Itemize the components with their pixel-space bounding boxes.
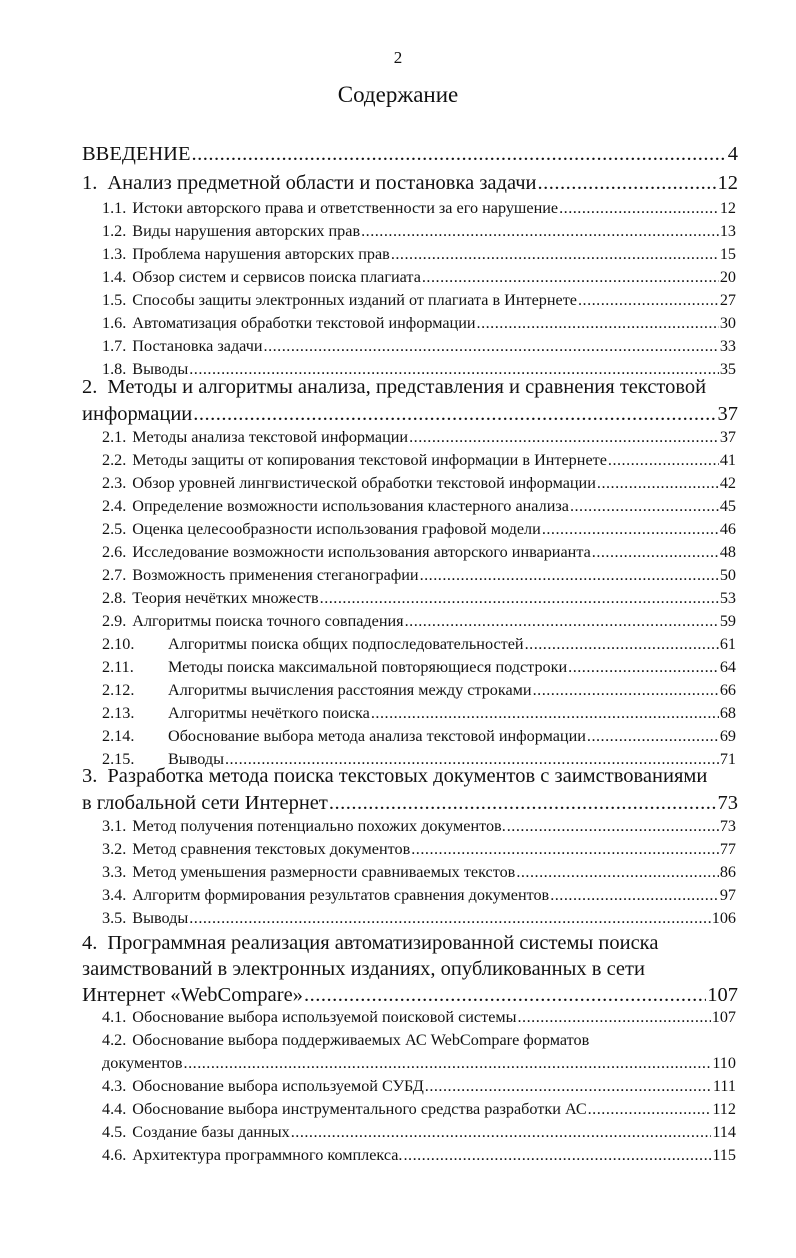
toc-page-number: 71 <box>719 750 736 768</box>
dot-leader <box>361 222 719 241</box>
toc-item <box>102 704 736 723</box>
toc-page-number: 12 <box>717 172 738 194</box>
toc-item-number: 3.4. <box>102 886 127 904</box>
toc-item <box>102 451 736 470</box>
toc-item-number: 3.5. <box>102 909 127 927</box>
toc-item-title: Алгоритмы поиска точного совпадения <box>132 612 404 630</box>
dot-leader <box>405 612 719 631</box>
toc-item-number: 2.15. <box>102 750 135 768</box>
toc-item <box>102 222 736 241</box>
toc-item-number: 2.5. <box>102 520 127 538</box>
toc-item-title: Обоснование выбора используемой поисковой системы <box>132 1008 517 1026</box>
toc-item <box>102 863 736 882</box>
toc-item-number: 4.1. <box>102 1008 127 1026</box>
toc-item <box>102 337 736 356</box>
toc-item-title: Обоснование выбора используемой СУБД <box>132 1077 424 1095</box>
toc-item-title: Обоснование выбора поддерживаемых АС WebCompare форматов <box>132 1031 590 1049</box>
toc-item-number: 3.3. <box>102 863 127 881</box>
toc-page-number: 77 <box>719 840 736 858</box>
toc-item-number: 2.2. <box>102 451 127 469</box>
dot-leader <box>411 840 719 859</box>
toc-item <box>102 1008 736 1027</box>
toc-page-number: 12 <box>719 199 736 217</box>
toc-item-number: 2.8. <box>102 589 127 607</box>
toc-item-number: 2.14. <box>102 727 135 745</box>
dot-leader <box>559 199 719 218</box>
toc-item-title: Постановка задачи <box>132 337 263 355</box>
dot-leader <box>516 863 718 882</box>
toc-chapter-title: Разработка метода поиска текстовых документов с заимствованиями <box>107 765 708 787</box>
dot-leader <box>578 291 719 310</box>
toc-item-number: 4.3. <box>102 1077 127 1095</box>
toc-item <box>102 612 736 631</box>
toc-chapter-4-line1 <box>82 932 738 955</box>
toc-item-title: Создание базы данных <box>132 1123 290 1141</box>
toc-page-number: 35 <box>719 360 736 378</box>
toc-item-title: Возможность применения стеганографии <box>132 566 419 584</box>
toc-item-title: Обоснование выбора инструментального средства разработки АС <box>132 1100 587 1118</box>
toc-page-number: 50 <box>719 566 736 584</box>
toc-item <box>102 268 736 287</box>
toc-item <box>102 245 736 264</box>
toc-item-title: Методы поиска максимальной повторяющиеся подстроки <box>168 658 568 676</box>
toc-item-title: Автоматизация обработки текстовой информации <box>132 314 476 332</box>
toc-item-number: 2.3. <box>102 474 127 492</box>
dot-leader <box>371 704 719 723</box>
toc-item <box>102 886 736 905</box>
dot-leader <box>391 245 719 264</box>
toc-page-number: 64 <box>719 658 736 676</box>
toc-chapter-title-cont: Интернет «WebCompare» <box>82 984 303 1006</box>
toc-item-title: Выводы <box>168 750 224 768</box>
toc-item-number: 4.2. <box>102 1031 127 1049</box>
toc-chapter-3-line1 <box>82 765 738 788</box>
toc-item <box>102 589 736 608</box>
toc-item-title: Методы анализа текстовой информации <box>132 428 409 446</box>
dot-leader <box>538 172 717 195</box>
toc-chapter-number: 3. <box>82 765 98 787</box>
toc-item <box>102 727 736 746</box>
toc-item-title-cont: документов <box>102 1054 183 1072</box>
toc-item <box>102 1123 736 1142</box>
toc-item-number: 2.13. <box>102 704 135 722</box>
toc-item <box>102 681 736 700</box>
toc-item-title: Алгоритмы вычисления расстояния между строками <box>168 681 532 699</box>
toc-item-number: 4.6. <box>102 1146 127 1164</box>
dot-leader <box>568 658 719 677</box>
toc-chapter-1 <box>82 172 738 195</box>
toc-item-number: 3.2. <box>102 840 127 858</box>
dot-leader <box>304 984 706 1007</box>
toc-chapter-2-line1 <box>82 376 738 399</box>
toc-item-title: Оценка целесообразности использования графовой модели <box>132 520 541 538</box>
toc-item-title: Метод получения потенциально похожих документов. <box>132 817 506 835</box>
toc-item-number: 2.9. <box>102 612 127 630</box>
toc-page-number: 4 <box>727 143 738 165</box>
toc-item-title: Алгоритмы нечёткого поиска <box>168 704 370 722</box>
toc-page-number: 41 <box>719 451 736 469</box>
toc-item-title: Теория нечётких множеств <box>132 589 319 607</box>
toc-item-title: Архитектура программного комплекса. <box>132 1146 403 1164</box>
toc-chapter-number: 4. <box>82 932 98 954</box>
toc-item-number: 2.7. <box>102 566 127 584</box>
toc-page-number: 97 <box>719 886 736 904</box>
toc-item-number: 1.2. <box>102 222 127 240</box>
toc-item <box>102 497 736 516</box>
toc-page-number: 106 <box>711 909 736 927</box>
dot-leader <box>409 428 719 447</box>
toc-item-number: 4.5. <box>102 1123 127 1141</box>
toc-chapter-3-line2 <box>82 792 738 815</box>
toc-entry-intro <box>82 143 738 166</box>
dot-leader <box>608 451 719 470</box>
toc-item-title: Истоки авторского права и ответственности за его нарушение <box>132 199 559 217</box>
toc-item-number: 2.11. <box>102 658 134 676</box>
dot-leader <box>193 403 716 426</box>
toc-page-number: 115 <box>712 1146 736 1164</box>
toc-page-number: 73 <box>717 792 738 814</box>
toc-page-number: 69 <box>719 727 736 745</box>
page-title: Содержание <box>337 82 459 107</box>
toc-chapter-title: Программная реализация автоматизированной системы поиска <box>107 932 659 954</box>
dot-leader <box>291 1123 712 1142</box>
toc-item-title: Определение возможности использования кластерного анализа <box>132 497 569 515</box>
toc-page-number: 48 <box>719 543 736 561</box>
toc-page-number: 20 <box>719 268 736 286</box>
toc-item-number: 2.6. <box>102 543 127 561</box>
toc-item-number: 1.6. <box>102 314 127 332</box>
toc-item-number: 1.8. <box>102 360 127 378</box>
toc-item-title: Методы защиты от копирования текстовой информации в Интернете <box>132 451 607 469</box>
dot-leader <box>320 589 719 608</box>
toc-item <box>102 1077 736 1096</box>
toc-item-title: Способы защиты электронных изданий от плагиата в Интернете <box>132 291 577 309</box>
toc-item-number: 1.7. <box>102 337 127 355</box>
dot-leader <box>189 909 710 928</box>
dot-leader <box>422 268 719 287</box>
toc-chapter-2-line2 <box>82 403 738 426</box>
toc-item-number: 1.1. <box>102 199 127 217</box>
toc-item <box>102 474 736 493</box>
toc-entry-title: ВВЕДЕНИЕ <box>82 143 191 165</box>
dot-leader <box>588 1100 712 1119</box>
toc-page-number: 46 <box>719 520 736 538</box>
page-number: 2 <box>393 48 403 67</box>
dot-leader <box>403 1146 711 1165</box>
toc-item-wrapped <box>102 1031 736 1050</box>
toc-chapter-title-cont: информации <box>82 403 193 425</box>
dot-leader <box>264 337 719 356</box>
toc-item <box>102 909 736 928</box>
dot-leader <box>587 727 719 746</box>
toc-item-title: Алгоритм формирования результатов сравнения документов <box>132 886 550 904</box>
toc-page-number: 42 <box>719 474 736 492</box>
toc-item-title: Алгоритмы поиска общих подпоследовательностей <box>168 635 524 653</box>
toc-item-title: Выводы <box>132 360 189 378</box>
toc-page-number: 114 <box>712 1123 736 1141</box>
toc-item <box>102 199 736 218</box>
toc-item-title: Обоснование выбора метода анализа текстовой информации <box>168 727 586 745</box>
toc-chapter-title: Анализ предметной области и постановка задачи <box>107 172 537 194</box>
dot-leader <box>425 1077 712 1096</box>
toc-item-number: 4.4. <box>102 1100 127 1118</box>
toc-item-number: 2.10. <box>102 635 135 653</box>
dot-leader <box>477 314 719 333</box>
dot-leader <box>525 635 719 654</box>
dot-leader <box>570 497 719 516</box>
toc-page-number: 30 <box>719 314 736 332</box>
toc-chapter-number: 2. <box>82 376 98 398</box>
dot-leader <box>192 143 727 166</box>
toc-item-title: Обзор систем и сервисов поиска плагиата <box>132 268 421 286</box>
toc-item <box>102 314 736 333</box>
toc-page-number: 45 <box>719 497 736 515</box>
toc-item <box>102 543 736 562</box>
dot-leader <box>597 474 719 493</box>
toc-page-number: 107 <box>707 984 738 1006</box>
toc-chapter-title: Методы и алгоритмы анализа, представления и сравнения текстовой <box>107 376 707 398</box>
toc-item-number: 2.4. <box>102 497 127 515</box>
toc-chapter-number: 1. <box>82 172 98 194</box>
toc-item <box>102 840 736 859</box>
toc-item-title: Выводы <box>132 909 189 927</box>
toc-page-number: 13 <box>719 222 736 240</box>
dot-leader <box>550 886 719 905</box>
toc-item-title: Обзор уровней лингвистической обработки текстовой информации <box>132 474 596 492</box>
toc-item <box>102 520 736 539</box>
toc-item-cont <box>102 1054 736 1073</box>
toc-item <box>102 658 736 677</box>
toc-page-number: 53 <box>719 589 736 607</box>
toc-item-title: Проблема нарушения авторских прав <box>132 245 390 263</box>
toc-page-number: 27 <box>719 291 736 309</box>
toc-page-number: 37 <box>717 403 738 425</box>
toc-item <box>102 291 736 310</box>
toc-page-number: 73 <box>719 817 736 835</box>
dot-leader <box>420 566 719 585</box>
toc-page-number: 68 <box>719 704 736 722</box>
toc-page-number: 107 <box>711 1008 736 1026</box>
toc-chapter-title-cont: в глобальной сети Интернет <box>82 792 328 814</box>
toc-item-title: Исследование возможности использования авторского инварианта <box>132 543 591 561</box>
toc-item-number: 2.1. <box>102 428 127 446</box>
toc-item-title: Виды нарушения авторских прав <box>132 222 361 240</box>
toc-page-number: 110 <box>712 1054 736 1072</box>
toc-page-number: 66 <box>719 681 736 699</box>
toc-page-number: 37 <box>719 428 736 446</box>
dot-leader <box>184 1054 712 1073</box>
dot-leader <box>533 681 719 700</box>
toc-page-number: 33 <box>719 337 736 355</box>
toc-item-title: Метод уменьшения размерности сравниваемых текстов <box>132 863 516 881</box>
toc-item <box>102 817 736 836</box>
toc-item-title: Метод сравнения текстовых документов <box>132 840 411 858</box>
toc-item-number: 3.1. <box>102 817 127 835</box>
toc-chapter-4-line3 <box>82 984 738 1007</box>
dot-leader <box>329 792 717 815</box>
toc-item <box>102 566 736 585</box>
dot-leader <box>592 543 719 562</box>
toc-page-number: 112 <box>712 1100 736 1118</box>
dot-leader <box>507 817 719 836</box>
toc-page-number: 59 <box>719 612 736 630</box>
toc-item-number: 2.12. <box>102 681 135 699</box>
toc-page-number: 61 <box>719 635 736 653</box>
toc-item <box>102 428 736 447</box>
dot-leader <box>518 1008 711 1027</box>
toc-page-number: 15 <box>719 245 736 263</box>
toc-item-number: 1.4. <box>102 268 127 286</box>
toc-chapter-4-line2 <box>82 958 738 981</box>
toc-page-number: 111 <box>712 1077 736 1095</box>
toc-item <box>102 1100 736 1119</box>
toc-item-number: 1.3. <box>102 245 127 263</box>
toc-item <box>102 635 736 654</box>
toc-item-number: 1.5. <box>102 291 127 309</box>
toc-page-number: 86 <box>719 863 736 881</box>
toc-item <box>102 1146 736 1165</box>
toc-chapter-title-cont: заимствований в электронных изданиях, опубликованных в сети <box>82 958 645 980</box>
dot-leader <box>542 520 719 539</box>
